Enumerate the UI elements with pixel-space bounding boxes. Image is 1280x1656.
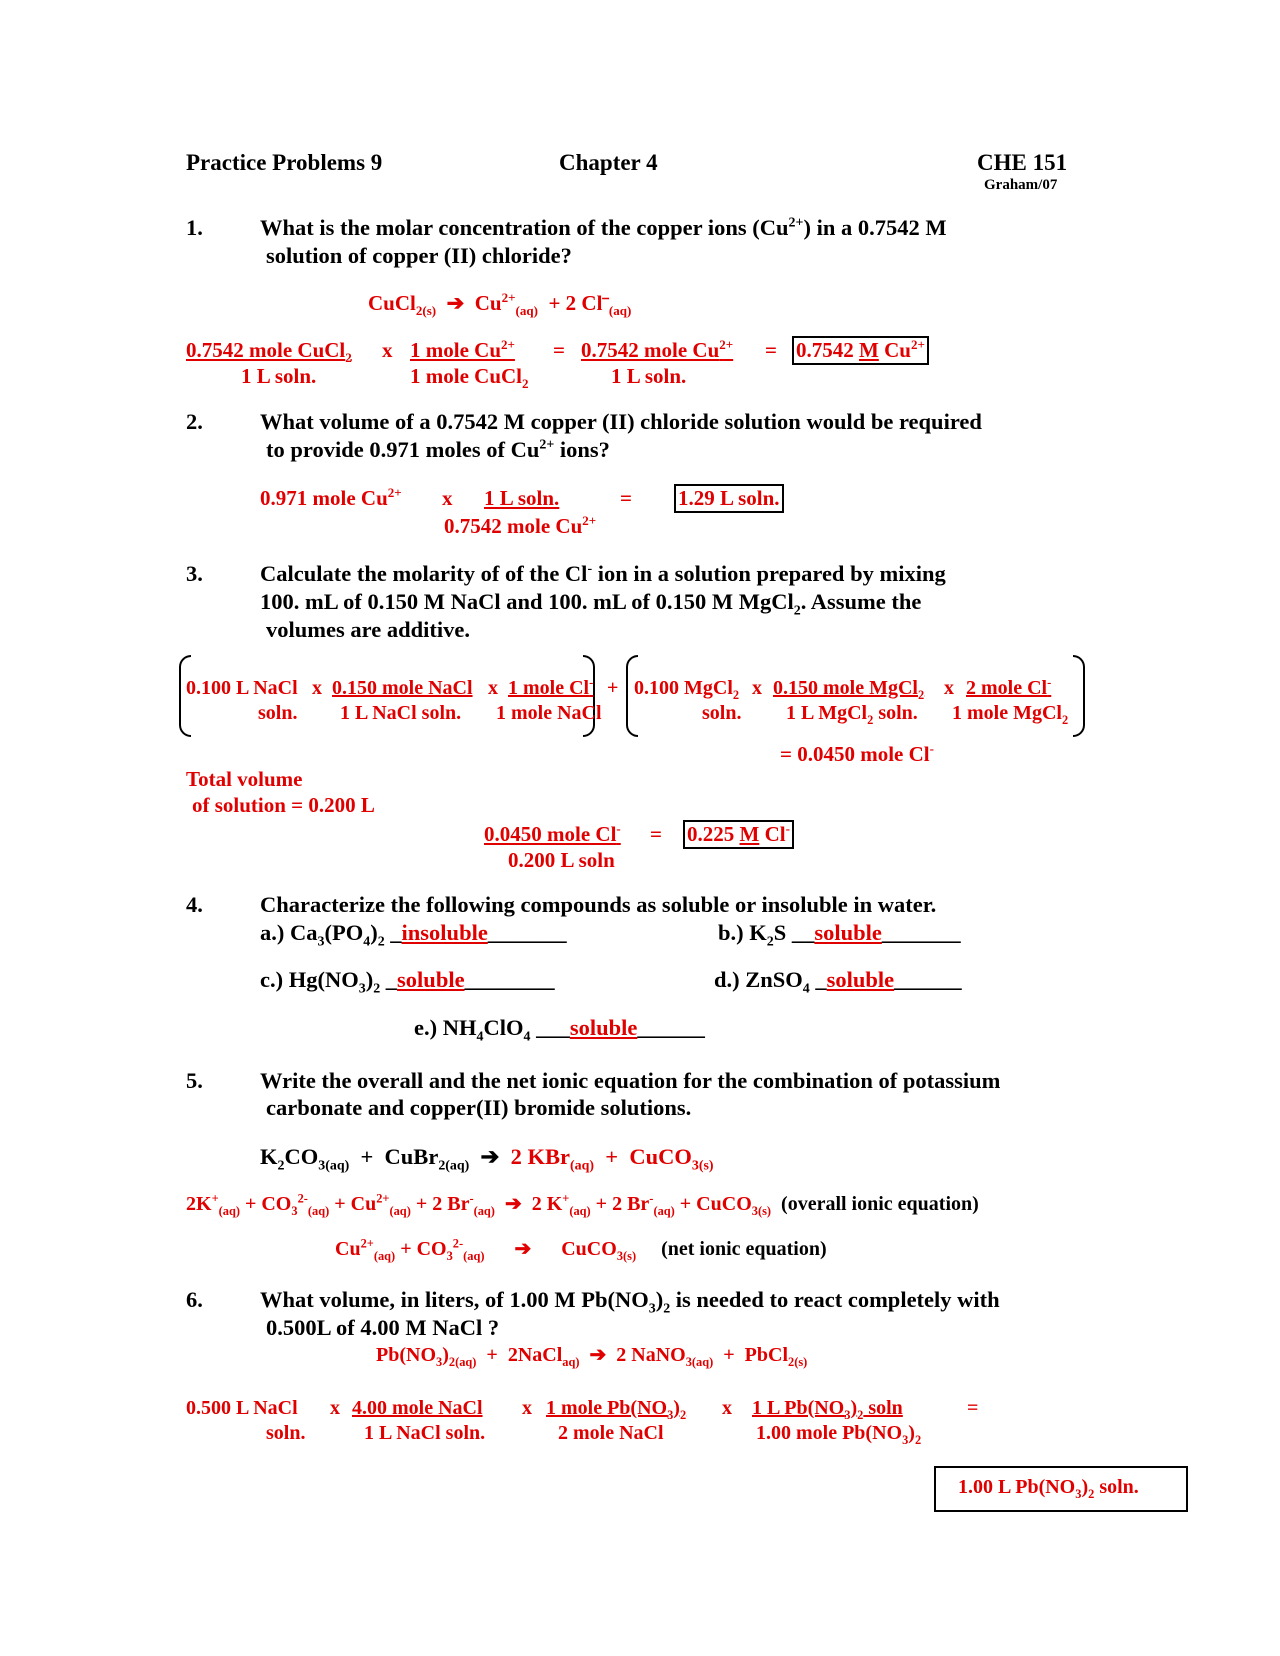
p3-nacl-ratio-denominator: 1 mole NaCl bbox=[496, 702, 602, 724]
p3-mgcl2-molarity-denominator: 1 L MgCl$_2$ soln. bbox=[786, 702, 918, 727]
p3-bracket-right-2 bbox=[1073, 655, 1085, 737]
p6-numerator-3: 1 mole $Pb(NO_3)_2$ bbox=[546, 1397, 687, 1422]
p1-denominator-2: 1 mole CuCl$_2$ bbox=[410, 364, 529, 392]
p1-numerator-1: 0.7542 mole CuCl$_2$ bbox=[186, 338, 352, 366]
p3-nacl-volume-unit: soln. bbox=[258, 702, 298, 724]
p5-overall-ionic-equation: $2K^+_{(aq)} + CO_3^{2-}_{(aq)} + Cu^{2+}_{(aq)} + 2$ $Br^-_{(aq)}$ ➔ 2 $K^+_{(aq)} + 2$ $Br^-_{(aq)}$ + CuCO$_{3(s)}$ (overall ionic equation) bbox=[186, 1191, 979, 1218]
problem-3-question-line1: Calculate the molarity of of the Cl- ion in a solution prepared by mixing bbox=[260, 561, 946, 586]
p2-denominator-2: 0.7542 mole $Cu^{2+}$ bbox=[444, 513, 597, 538]
p2-answer-box: 1.29 L soln. bbox=[674, 484, 784, 513]
p6-numerator-2: 4.00 mole NaCl bbox=[352, 1397, 483, 1419]
header-title: Practice Problems 9 bbox=[186, 150, 383, 175]
p2-times: x bbox=[442, 486, 453, 510]
p3-mgcl2-molarity: 0.150 mole MgCl$_2$ bbox=[773, 677, 925, 702]
header-course: CHE 151 bbox=[977, 150, 1068, 175]
p3-total-volume-line2: of solution = 0.200 L bbox=[192, 793, 375, 817]
p3-mgcl2-ratio-denominator: 1 mole MgCl$_2$ bbox=[952, 702, 1069, 727]
p1-equals-2: = bbox=[765, 338, 777, 362]
p3-times-3: x bbox=[752, 677, 762, 699]
problem-5-question-line2: carbonate and copper(II) bromide solutions. bbox=[266, 1095, 692, 1120]
problem-6-number: 6. bbox=[186, 1287, 203, 1312]
p1-answer-box: 0.7542 M $Cu^{2+}$ bbox=[792, 336, 929, 365]
p6-times-3: x bbox=[722, 1397, 732, 1419]
p2-equals: = bbox=[620, 486, 632, 510]
problem-1-equation: CuCl$_{2(s)}$ ➔ $Cu^{2+}_{(aq)} + 2$ $Cl^⎯_{(aq)}$ bbox=[368, 290, 632, 319]
p2-numerator-1: 0.971 mole $Cu^{2+}$ bbox=[260, 485, 402, 510]
p6-numerator-4: 1 L $Pb(NO_3)_2$ soln bbox=[752, 1397, 903, 1422]
problem-3-question-line3: volumes are additive. bbox=[266, 617, 470, 642]
p3-final-numerator: 0.0450 mole Cl- bbox=[484, 821, 621, 846]
p4-item-d: d.) ZnSO$_4$ _soluble______ bbox=[714, 967, 962, 997]
problem-5-question-line1: Write the overall and the net ionic equation for the combination of potassium bbox=[260, 1068, 1001, 1093]
p3-times-2: x bbox=[488, 677, 498, 699]
problem-6-question-line1: What volume, in liters, of 1.00 M $Pb(NO_3)_2$ is needed to react completely with bbox=[260, 1287, 1000, 1317]
p3-mgcl2-volume: 0.100 MgCl$_2$ bbox=[634, 677, 740, 702]
problem-3-question-line2: 100. mL of 0.150 M NaCl and 100. mL of 0.150 M MgCl$_2$. Assume the bbox=[260, 589, 922, 619]
p4-item-e: e.) $NH_4ClO_4$ ___soluble______ bbox=[414, 1015, 705, 1045]
problem-4-number: 4. bbox=[186, 892, 203, 917]
p6-times-1: x bbox=[330, 1397, 340, 1419]
p1-equals-1: = bbox=[553, 338, 565, 362]
p1-denominator-3: 1 L soln. bbox=[611, 364, 687, 388]
p6-numerator-1: 0.500 L NaCl bbox=[186, 1397, 298, 1419]
problem-6-question-line2: 0.500L of 4.00 M NaCl ? bbox=[266, 1315, 500, 1340]
problem-1-question-line2: solution of copper (II) chloride? bbox=[266, 243, 572, 268]
p3-answer-box: 0.225 M Cl- bbox=[683, 820, 794, 849]
p6-denominator-2: 1 L NaCl soln. bbox=[364, 1422, 486, 1444]
problem-1-number: 1. bbox=[186, 215, 203, 240]
p6-denominator-1: soln. bbox=[266, 1422, 306, 1444]
problem-2-question-line1: What volume of a 0.7542 M copper (II) chloride solution would be required bbox=[260, 409, 982, 434]
p6-denominator-4: 1.00 mole $Pb(NO_3)_2$ bbox=[756, 1422, 922, 1447]
p3-times-1: x bbox=[312, 677, 322, 699]
p5-molecular-equation: $K_2CO_{3(aq)}$ + CuBr$_{2(aq)}$ ➔ 2 KBr$_{(aq)}$ + CuCO$_{3(s)}$ bbox=[260, 1144, 714, 1174]
p3-nacl-ratio: 1 mole Cl- bbox=[508, 675, 594, 699]
p1-numerator-2: 1 mole $Cu^{2+}$ bbox=[410, 337, 515, 362]
problem-1-question-line1: What is the molar concentration of the copper ions $(Cu^{2+})$ in a 0.7542 M bbox=[260, 215, 947, 240]
p3-final-denominator: 0.200 L soln bbox=[508, 848, 615, 872]
problem-2-question-line2: to provide 0.971 moles of $Cu^{2+}$ ions? bbox=[266, 437, 610, 462]
p1-denominator-1: 1 L soln. bbox=[241, 364, 317, 388]
header-chapter: Chapter 4 bbox=[559, 150, 658, 175]
p6-equals: = bbox=[967, 1397, 979, 1419]
header-author: Graham/07 bbox=[984, 177, 1058, 193]
p6-times-2: x bbox=[522, 1397, 532, 1419]
p6-answer-text: 1.00 L $Pb(NO_3)_2$ soln. bbox=[958, 1476, 1139, 1501]
problem-3-number: 3. bbox=[186, 561, 203, 586]
p3-times-4: x bbox=[944, 677, 954, 699]
p3-moles-result: = 0.0450 mole Cl- bbox=[780, 741, 934, 766]
p4-item-b: b.) $K_2S$ __soluble_______ bbox=[718, 920, 961, 950]
p1-times: x bbox=[382, 338, 393, 362]
p4-item-c: c.) $Hg(NO_3)_2$ _soluble________ bbox=[260, 967, 555, 997]
p3-mgcl2-volume-unit: soln. bbox=[702, 702, 742, 724]
p3-total-volume-line1: Total volume bbox=[186, 767, 303, 791]
p5-net-ionic-equation: $Cu^{2+}_{(aq)} + CO_3^{2-}_{(aq)}$ ➔ CuCO$_{3(s)}$ (net ionic equation) bbox=[335, 1236, 827, 1263]
p3-final-equals: = bbox=[650, 822, 662, 846]
p3-plus: + bbox=[607, 677, 619, 699]
p3-nacl-molarity-denominator: 1 L NaCl soln. bbox=[340, 702, 462, 724]
problem-2-number: 2. bbox=[186, 409, 203, 434]
p2-numerator-2: 1 L soln. bbox=[484, 486, 560, 510]
p6-answer-box bbox=[934, 1466, 1188, 1512]
p6-equation: $Pb(NO_3)_{2(aq)}$ + 2NaCl$_{aq)}$ ➔ 2 NaNO$_{3(aq)}$ + PbCl$_{2(s)}$ bbox=[376, 1344, 808, 1369]
p1-numerator-3: 0.7542 mole $Cu^{2+}$ bbox=[581, 337, 734, 362]
p3-nacl-molarity: 0.150 mole NaCl bbox=[332, 677, 473, 699]
problem-5-number: 5. bbox=[186, 1068, 203, 1093]
problem-4-question: Characterize the following compounds as soluble or insoluble in water. bbox=[260, 892, 937, 917]
p4-item-a: a.) $Ca_3(PO_4)_2$ _insoluble_______ bbox=[260, 920, 567, 950]
p6-denominator-3: 2 mole NaCl bbox=[558, 1422, 664, 1444]
p3-nacl-volume: 0.100 L NaCl bbox=[186, 677, 298, 699]
p3-mgcl2-ratio: 2 mole Cl- bbox=[966, 675, 1052, 699]
